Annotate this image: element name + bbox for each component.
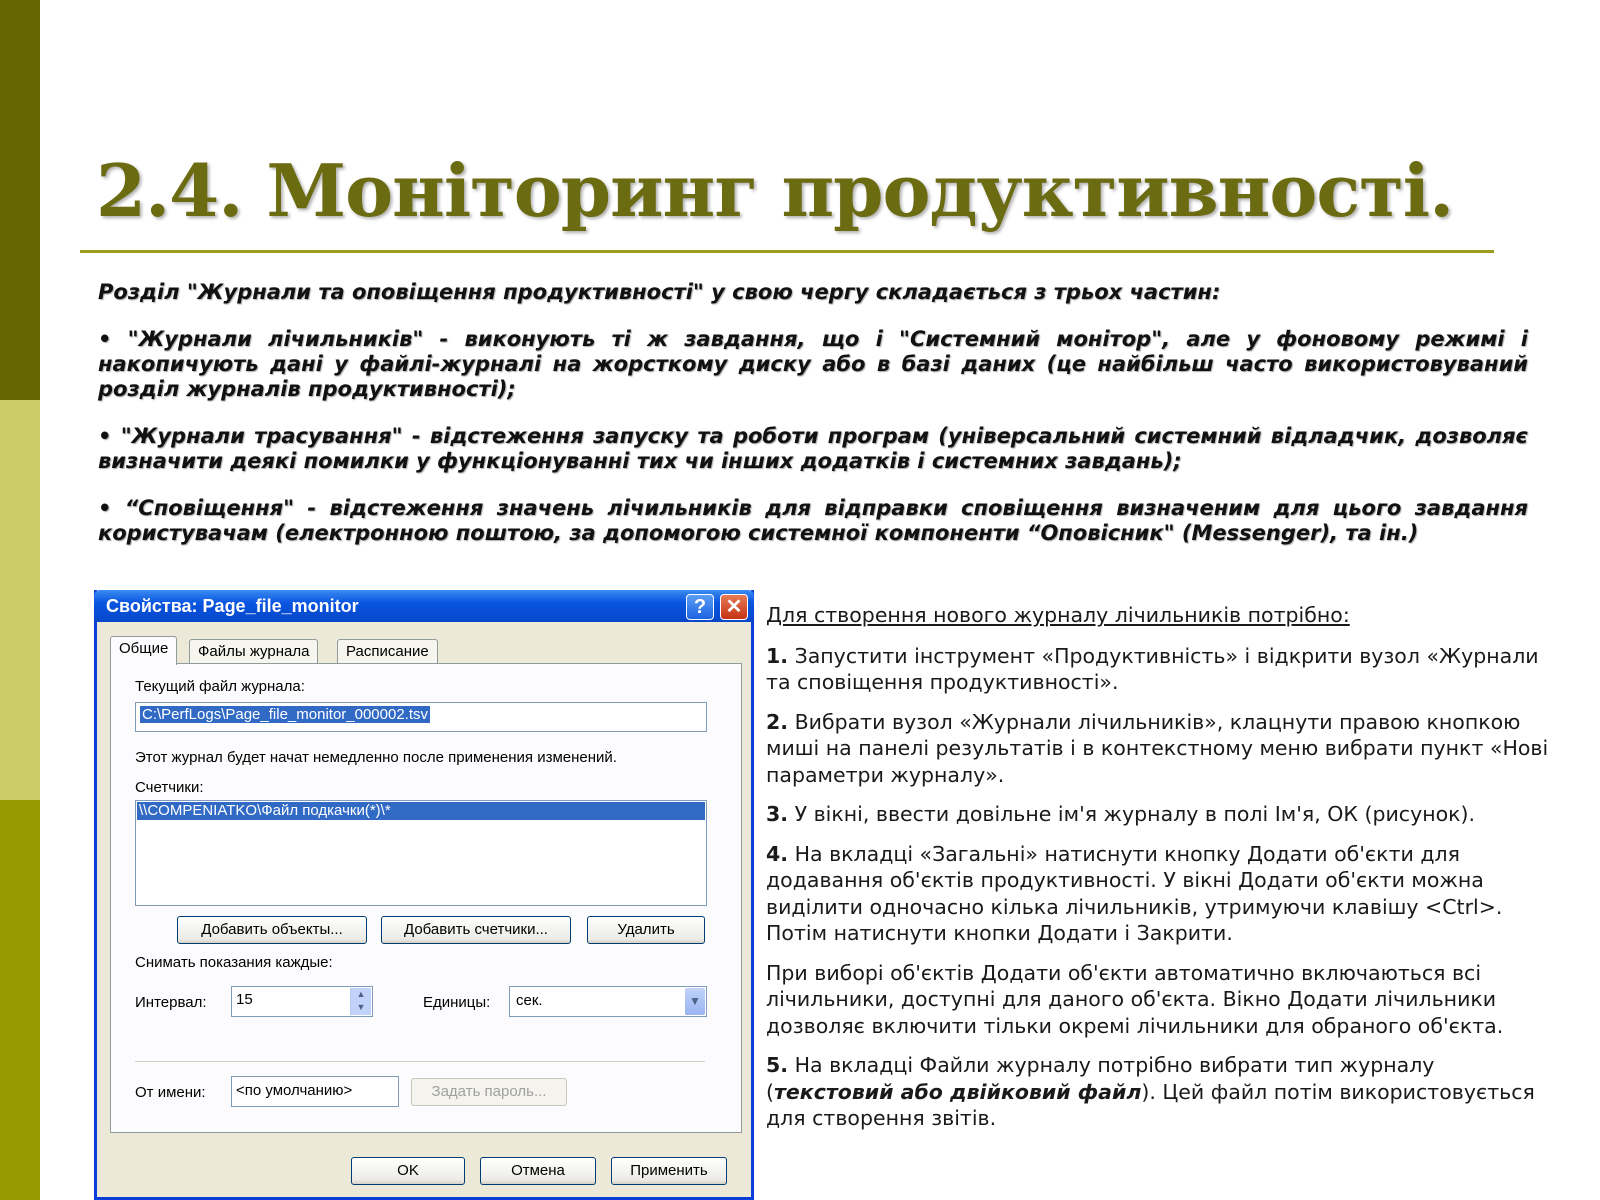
accent-bar-middle [0, 400, 40, 800]
instructions-heading: Для створення нового журналу лічильників потрібно: [766, 603, 1350, 627]
apply-button[interactable]: Применить [611, 1157, 727, 1185]
step-3 [766, 801, 1566, 828]
tab-log-files[interactable]: Файлы журнала [189, 639, 318, 664]
step-text: Запустити інструмент «Продуктивність» і відкрити вузол «Журнали та сповіщення продуктивності». [766, 643, 1539, 694]
step-number: 1. [766, 643, 789, 668]
step-4 [766, 841, 1566, 947]
step-number: 4. [766, 841, 789, 866]
counters-label: Счетчики: [135, 779, 204, 796]
intro-item: • “Сповіщення" - відстеження значень лічильників для відправки сповіщення визначеним для цього завдання користувачам (електронною поштою, за допомогою системної компоненти “Оповісник" (Messenger), та ін.) [98, 496, 1528, 545]
ok-button[interactable]: OK [351, 1157, 465, 1185]
interval-label: Интервал: [135, 994, 207, 1011]
units-value: сек. [516, 992, 543, 1009]
tab-schedule[interactable]: Расписание [337, 639, 438, 664]
step-text: На вкладці «Загальні» натиснути кнопку Додати об'єкти для додавання об'єктів продуктивності. У вікні Додати об'єкти можна виділити одночасно кілька лічильників, утримуючи клавішу <Ctrl>. Потім натиснути кнопки Додати і Закрити. [766, 841, 1503, 945]
step-2 [766, 709, 1566, 789]
run-as-field[interactable] [231, 1076, 399, 1107]
intro-item: • "Журнали трасування" - відстеження запуску та роботи програм (універсальний системний відладчик, дозволяє визначити деякі помилки у функціонуванні тих чи інших додатків і системних завдань); [98, 424, 1528, 473]
step-1 [766, 643, 1566, 696]
help-icon[interactable]: ? [686, 594, 714, 620]
start-note: Этот журнал будет начат немедленно после применения изменений. [135, 749, 617, 766]
run-as-value: <по умолчанию> [236, 1082, 353, 1099]
intro-item: • "Журнали лічильників" - виконують ті ж завдання, що і "Системний монітор", але у фоновому режимі і накопичують дані у файлі-журналі на жорсткому диску або в базі даних (це найбільш часто використовуваний розділ журналів продуктивності); [98, 327, 1528, 401]
close-icon[interactable]: ✕ [720, 594, 748, 620]
units-label: Единицы: [423, 994, 491, 1011]
step-number: 3. [766, 802, 789, 826]
instructions [766, 602, 1566, 1145]
step-number: 2. [766, 709, 789, 734]
dialog-titlebar [94, 590, 754, 622]
intro-lead: Розділ "Журнали та оповіщення продуктивності" у свою чергу складається з трьох частин: [98, 280, 1221, 304]
counters-list[interactable] [135, 800, 707, 906]
cancel-button[interactable]: Отмена [480, 1157, 596, 1185]
interval-value: 15 [236, 991, 253, 1008]
step-text: ). Цей файл потім використовується для створення звітів. [766, 1079, 1535, 1130]
properties-dialog [94, 590, 754, 1200]
accent-bar-bottom [0, 800, 40, 1200]
add-counters-button[interactable]: Добавить счетчики... [381, 916, 571, 944]
step-text: Вибрати вузол «Журнали лічильників», клацнути правою кнопкою миші на панелі результатів і в контекстному меню вибрати пункт «Нові параметри журналу». [766, 709, 1549, 787]
step-number: 5. [766, 1053, 789, 1077]
slide-title: 2.4. Моніторинг продуктивності. [96, 148, 1454, 233]
tab-general[interactable]: Общие [110, 636, 177, 665]
interval-stepper[interactable] [231, 986, 373, 1017]
step-5 [766, 1052, 1566, 1132]
dialog-title: Свойства: Page_file_monitor [106, 596, 359, 616]
accent-bar-top [0, 0, 40, 400]
current-file-value: C:\PerfLogs\Page_file_monitor_000002.tsv [142, 706, 429, 723]
add-objects-button[interactable]: Добавить объекты... [177, 916, 367, 944]
tab-panel [110, 663, 742, 1133]
set-password-button[interactable]: Задать пароль... [411, 1078, 567, 1106]
sample-label: Снимать показания каждые: [135, 954, 333, 971]
units-select[interactable] [509, 986, 707, 1017]
step-emphasis: текстовий або двійковий файл [774, 1079, 1142, 1104]
step-text: На вкладці Файли журналу потрібно вибрати тип журналу ( [766, 1053, 1435, 1104]
step-note: При виборі об'єктів Додати об'єкти автоматично включаються всі лічильники, доступні для даного об'єкта. Вікно Додати лічильники дозволяє включити тільки окремі лічильники для обраного об'єкта. [766, 960, 1504, 1038]
spin-arrows-icon[interactable]: ▲ ▼ [350, 988, 371, 1015]
current-file-field[interactable] [135, 702, 707, 732]
remove-button[interactable]: Удалить [587, 916, 705, 944]
intro-text [98, 280, 1528, 568]
title-divider [80, 250, 1494, 253]
divider [135, 1061, 705, 1063]
counter-item[interactable]: \\COMPENIATKO\Файл подкачки(*)\* [137, 802, 705, 820]
step-text: У вікні, ввести довільне ім'я журналу в полі Ім'я, ОК (рисунок). [788, 802, 1476, 826]
current-file-label: Текущий файл журнала: [135, 678, 305, 695]
chevron-down-icon[interactable]: ▼ [685, 988, 705, 1015]
run-as-label: От имени: [135, 1084, 206, 1101]
